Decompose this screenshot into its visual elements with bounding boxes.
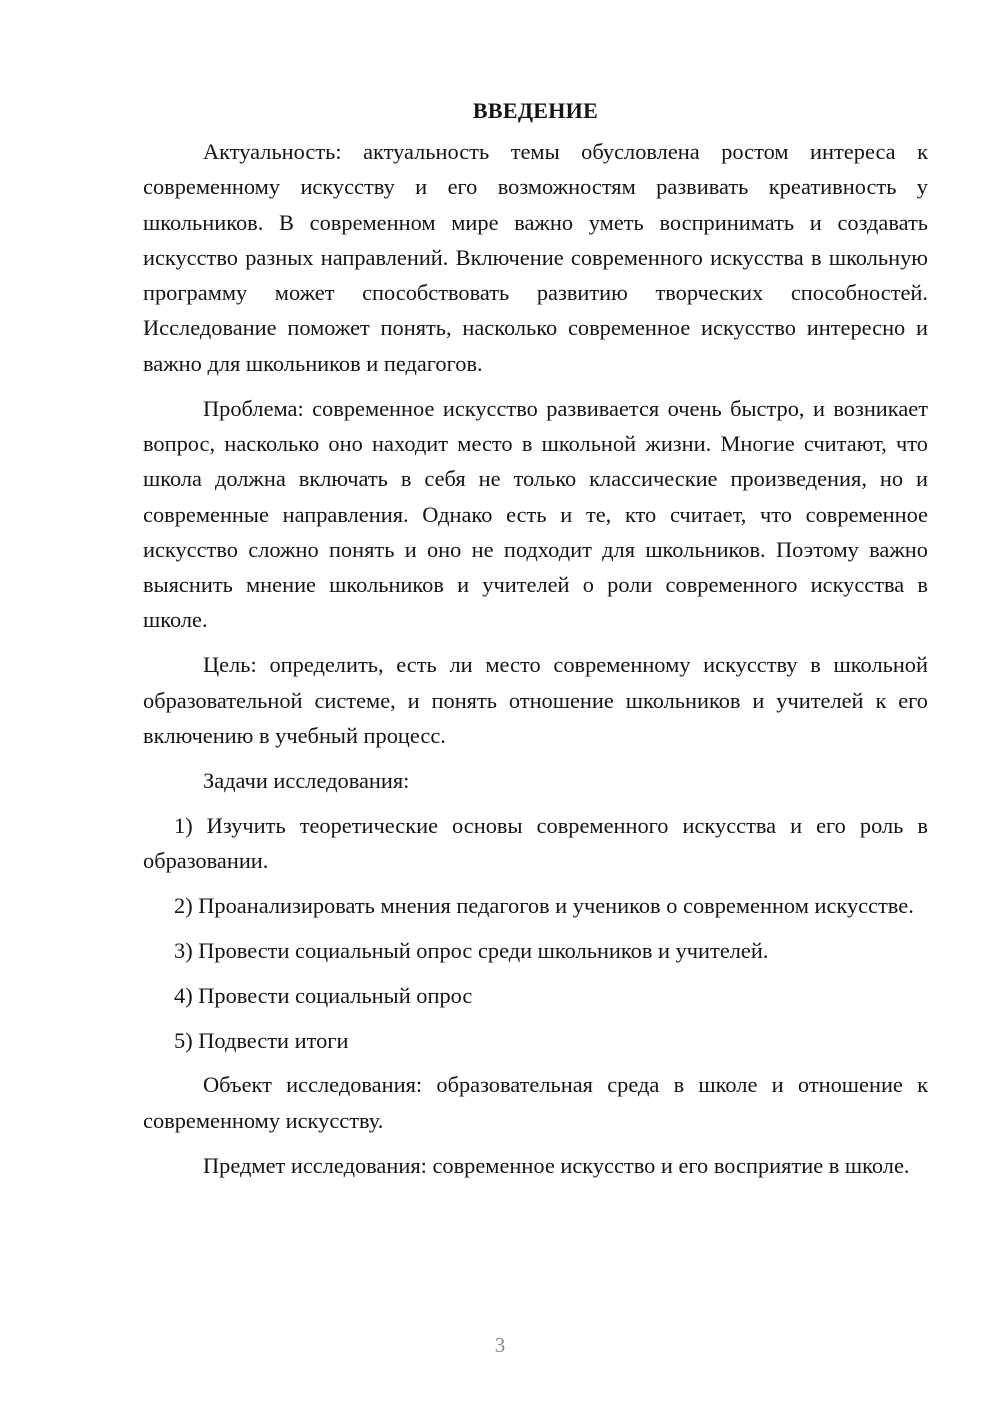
goal-paragraph: Цель: определить, есть ли место современному искусству в школьной образовательной системе, и понять отношение школьников и учителей к его включению в учебный процесс. <box>143 652 928 748</box>
page-number: 3 <box>494 1333 506 1357</box>
section-heading: ВВЕДЕНИЕ <box>472 98 599 123</box>
task-item-3: 3) Провести социальный опрос среди школьников и учителей. <box>174 937 769 963</box>
task-item-2: 2) Проанализировать мнения педагогов и учеников о современном искусстве. <box>174 892 914 918</box>
task-item-1: 1) Изучить теоретические основы современного искусства и его роль в образовании. <box>143 812 928 874</box>
document-page <box>143 96 928 1183</box>
tasks-intro: Задачи исследования: <box>203 767 410 793</box>
problem-paragraph: Проблема: современное искусство развивается очень быстро, и возникает вопрос, насколько оно находит место в школьной жизни. Многие считают, что школа должна включать в себя не только классические произведения, но и современные направления. Однако есть и те, кто считает, что современное искусство сложно понять и оно не подходит для школьников. Поэтому важно выяснить мнение школьников и учителей о роли современного искусства в школе. <box>143 395 928 633</box>
relevance-paragraph: Актуальность: актуальность темы обусловлена ростом интереса к современному искусству и его возможностям развивать креативность у школьников. В современном мире важно уметь воспринимать и создавать искусство разных направлений. Включение современного искусства в школьную программу может способствовать развитию творческих способностей. Исследование поможет понять, насколько современное искусство интересно и важно для школьников и педагогов. <box>143 139 928 376</box>
task-item-4: 4) Провести социальный опрос <box>174 982 473 1008</box>
task-item-5: 5) Подвести итоги <box>174 1027 349 1053</box>
subject-paragraph: Предмет исследования: современное искусство и его восприятие в школе. <box>203 1152 910 1178</box>
object-paragraph: Объект исследования: образовательная среда в школе и отношение к современному искусству. <box>143 1072 928 1133</box>
